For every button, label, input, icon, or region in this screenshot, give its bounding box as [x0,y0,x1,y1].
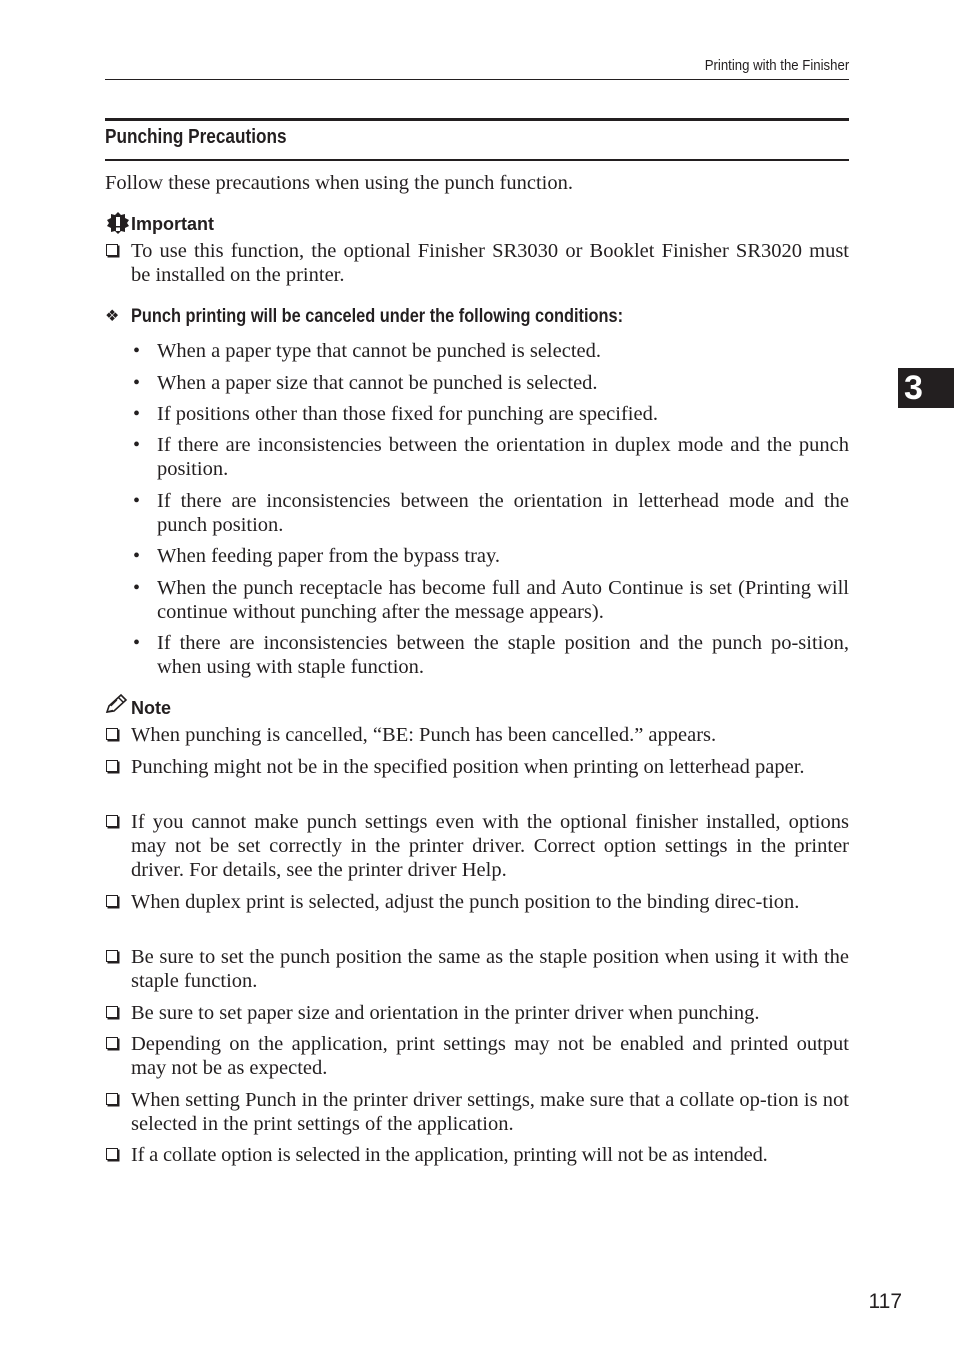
bullet-dot-icon: • [133,490,141,512]
pencil-icon [104,693,128,715]
note-item-checkbox [106,1093,118,1105]
condition-item: When feeding paper from the bypass tray. [157,545,501,567]
bullet-dot-icon: • [133,340,141,362]
condition-item: When a paper size that cannot be punched is selected. [157,372,598,394]
header-rule [105,79,849,80]
bullet-dot-icon: • [133,577,141,599]
chapter-number: 3 [904,369,923,407]
conditions-heading: Punch printing will be canceled under the following conditions: [131,306,624,327]
section-rule-bottom [105,159,849,161]
important-item-checkbox [106,244,118,256]
note-item-checkbox [106,1037,118,1049]
note-item-checkbox [106,895,118,907]
lead-paragraph: Follow these precautions when using the punch function. [105,172,573,194]
condition-item: If there are inconsistencies between the orientation in duplex mode and the punch position. [157,434,849,480]
important-icon [105,211,131,235]
note-label: Note [131,698,171,718]
bullet-dot-icon: • [133,434,141,456]
note-item-checkbox [106,728,118,740]
note-item-checkbox [106,760,118,772]
section-title: Punching Precautions [105,126,287,148]
note-item: Punching might not be in the specified position when printing on letterhead paper. [131,756,805,778]
note-item-checkbox [106,950,118,962]
note-item: When punching is cancelled, “BE: Punch has been cancelled.” appears. [131,724,717,746]
condition-item: When a paper type that cannot be punched is selected. [157,340,601,362]
note-item-checkbox [106,815,118,827]
important-item: To use this function, the optional Finisher SR3030 or Booklet Finisher SR3020 must be installed on the printer. [131,240,849,286]
condition-item: When the punch receptacle has become full and Auto Continue is set (Printing will continue without punching after the message appears). [157,577,849,623]
note-item: When duplex print is selected, adjust the punch position to the binding direc-tion. [131,891,800,913]
condition-item: If there are inconsistencies between the staple position and the punch po-sition, when using with staple function. [157,632,849,678]
note-item-checkbox [106,1006,118,1018]
note-item: Be sure to set the punch position the same as the staple position when using it with the staple function. [131,946,849,992]
page-number: 117 [868,1290,902,1313]
bullet-dot-icon: • [133,403,141,425]
chapter-tab [898,368,954,408]
note-item: When setting Punch in the printer driver settings, make sure that a collate op-tion is not selected in the print settings of the application. [131,1089,849,1135]
diamond-bullet-icon: ❖ [105,308,120,325]
note-item-checkbox [106,1148,118,1160]
section-rule-top [105,118,849,121]
important-label: Important [131,214,214,234]
running-header: Printing with the Finisher [704,57,849,74]
note-item: If you cannot make punch settings even with the optional finisher installed, options may not be set correctly in the printer driver. Correct option settings in the printer driver. For details, see the printer driver Help. [131,811,849,881]
bullet-dot-icon: • [133,545,141,567]
condition-item: If positions other than those fixed for punching are specified. [157,403,658,425]
note-item: Be sure to set paper size and orientation in the printer driver when punching. [131,1002,760,1024]
condition-item: If there are inconsistencies between the orientation in letterhead mode and the punch position. [157,490,849,536]
bullet-dot-icon: • [133,372,141,394]
note-item: If a collate option is selected in the application, printing will not be as intended. [131,1144,768,1166]
bullet-dot-icon: • [133,632,141,654]
note-item: Depending on the application, print settings may not be enabled and printed output may not be as expected. [131,1033,849,1079]
